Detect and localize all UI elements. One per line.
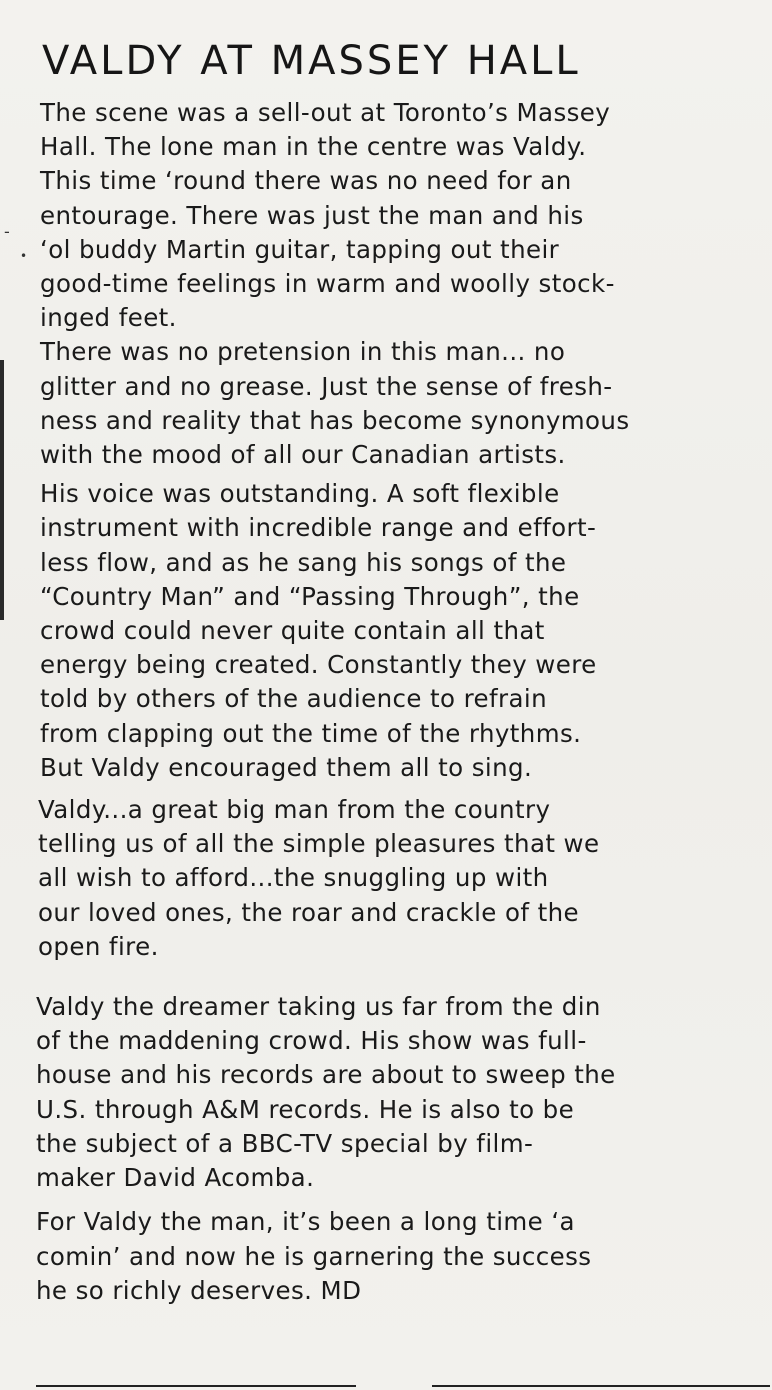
headline: VALDY AT MASSEY HALL: [42, 38, 581, 84]
left-column-rule: [0, 360, 4, 620]
print-speck: -: [4, 222, 10, 241]
paragraph-4: Valdy...a great big man from the country telling us of all the simple pleasures that we all wish to afford...the snuggling up with our loved ones, the roar and crackle of the open fire.: [38, 795, 600, 961]
print-speck: •: [20, 249, 28, 263]
paragraph-2: There was no pretension in this man... no glitter and no grease. Just the sense of fresh- ness and reality that has become synonymous with the mood of all our Canadian artists.: [40, 337, 630, 470]
bottom-rule-left: [36, 1385, 356, 1387]
article: [36, 34, 766, 1308]
paragraph-1: The scene was a sell-out at Toronto’s Massey Hall. The lone man in the centre was Valdy. This time ‘round there was no need for an entourage. There was just the man and his ‘ol buddy Martin guitar, tapping out their good-time feelings in warm and woolly stock- inged feet.: [40, 98, 615, 333]
paragraph-6: For Valdy the man, it’s been a long time ‘a comin’ and now he is garnering the success he so richly deserves. MD: [36, 1207, 592, 1305]
bottom-rule-right: [432, 1385, 770, 1387]
paragraph-3: His voice was outstanding. A soft flexible instrument with incredible range and effort- less flow, and as he sang his songs of the “Country Man” and “Passing Through”, the crowd could never quite contain all that energy being created. Constantly they were told by others of the audience to refrain from clapping out the time of the rhythms. But Valdy encouraged them all to sing.: [40, 479, 597, 782]
paragraph-5: Valdy the dreamer taking us far from the din of the maddening crowd. His show was full- house and his records are about to sweep the U.S. through A&M records. He is also to be the subject of a BBC-TV special by film- maker David Acomba.: [36, 992, 616, 1193]
